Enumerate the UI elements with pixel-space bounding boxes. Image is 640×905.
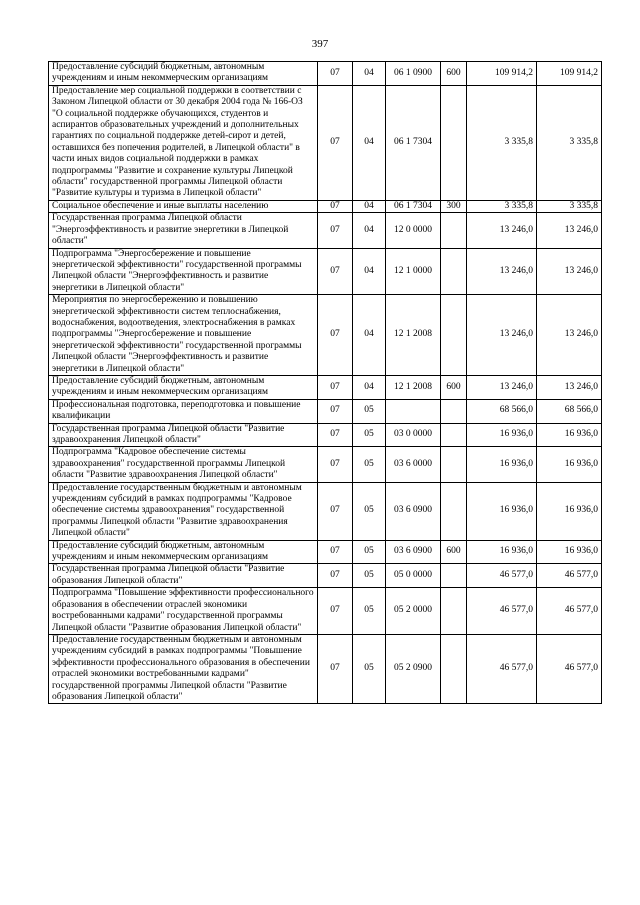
- target-article-cell: 05 2 0900: [386, 634, 441, 703]
- subsection-code-cell: 05: [353, 588, 386, 635]
- expense-name-cell: Подпрограмма "Повышение эффективности профессионального образования в обеспечении отраслей экономики востребованными кадрами" государственной программы Липецкой области "Развитие образования Липецкой области": [49, 588, 318, 635]
- target-article-cell: 03 6 0000: [386, 447, 441, 482]
- subsection-code-cell: 05: [353, 482, 386, 540]
- amount-cell: 109 914,2: [537, 62, 602, 86]
- target-article-cell: 06 1 7304: [386, 85, 441, 200]
- subsection-code-cell: 04: [353, 375, 386, 399]
- expense-type-cell: [441, 399, 467, 423]
- amount-cell: 46 577,0: [537, 588, 602, 635]
- subsection-code-cell: 05: [353, 423, 386, 447]
- expense-type-cell: [441, 564, 467, 588]
- section-code-cell: 07: [318, 375, 353, 399]
- amount-cell: 46 577,0: [467, 564, 537, 588]
- target-article-cell: 03 6 0900: [386, 540, 441, 564]
- section-code-cell: 07: [318, 62, 353, 86]
- expense-type-cell: [441, 447, 467, 482]
- expense-type-cell: 300: [441, 200, 467, 212]
- amount-cell: 16 936,0: [537, 540, 602, 564]
- expense-name-cell: Предоставление субсидий бюджетным, автономным учреждениям и иным некоммерческим организациям: [49, 540, 318, 564]
- amount-cell: 13 246,0: [467, 375, 537, 399]
- target-article-cell: 06 1 0900: [386, 62, 441, 86]
- amount-cell: 16 936,0: [467, 482, 537, 540]
- budget-table: [48, 61, 602, 704]
- expense-name-cell: Подпрограмма "Энергосбережение и повышение энергетической эффективности" государственной программы Липецкой области "Энергоэффективность и развитие энергетики в Липецкой области": [49, 248, 318, 295]
- table-row: [49, 540, 602, 564]
- subsection-code-cell: 04: [353, 62, 386, 86]
- amount-cell: 3 335,8: [537, 200, 602, 212]
- expense-type-cell: 600: [441, 540, 467, 564]
- page-number: 397: [311, 38, 329, 50]
- section-code-cell: 07: [318, 295, 353, 376]
- table-row: [49, 482, 602, 540]
- target-article-cell: 12 1 2008: [386, 295, 441, 376]
- amount-cell: 3 335,8: [467, 200, 537, 212]
- amount-cell: 13 246,0: [467, 248, 537, 295]
- amount-cell: 16 936,0: [467, 423, 537, 447]
- target-article-cell: 03 0 0000: [386, 423, 441, 447]
- section-code-cell: 07: [318, 540, 353, 564]
- target-article-cell: 12 1 0000: [386, 248, 441, 295]
- expense-name-cell: Социальное обеспечение и иные выплаты населению: [49, 200, 318, 212]
- subsection-code-cell: 05: [353, 564, 386, 588]
- amount-cell: 16 936,0: [467, 447, 537, 482]
- section-code-cell: 07: [318, 564, 353, 588]
- target-article-cell: 05 0 0000: [386, 564, 441, 588]
- subsection-code-cell: 04: [353, 248, 386, 295]
- expense-name-cell: Государственная программа Липецкой области "Развитие здравоохранения Липецкой области": [49, 423, 318, 447]
- table-row: [49, 85, 602, 200]
- amount-cell: 16 936,0: [467, 540, 537, 564]
- amount-cell: 16 936,0: [537, 423, 602, 447]
- expense-name-cell: Мероприятия по энергосбережению и повышению энергетической эффективности систем теплоснабжения, водоснабжения, водоотведения, электроснабжения в рамках подпрограммы "Энергосбережение и повышение энергетической эффективности" государственной программы Липецкой области "Энергоэффективность и развитие энергетики в Липецкой области": [49, 295, 318, 376]
- table-row: [49, 399, 602, 423]
- expense-name-cell: Государственная программа Липецкой области "Развитие образования Липецкой области": [49, 564, 318, 588]
- amount-cell: 13 246,0: [467, 213, 537, 248]
- target-article-cell: 06 1 7304: [386, 200, 441, 212]
- subsection-code-cell: 04: [353, 200, 386, 212]
- section-code-cell: 07: [318, 85, 353, 200]
- expense-name-cell: Подпрограмма "Кадровое обеспечение системы здравоохранения" государственной программы Липецкой области "Развитие здравоохранения Липецкой области": [49, 447, 318, 482]
- section-code-cell: 07: [318, 248, 353, 295]
- expense-name-cell: Государственная программа Липецкой области "Энергоэффективность и развитие энергетики в Липецкой области": [49, 213, 318, 248]
- target-article-cell: 12 1 2008: [386, 375, 441, 399]
- subsection-code-cell: 05: [353, 399, 386, 423]
- expense-type-cell: [441, 588, 467, 635]
- amount-cell: 13 246,0: [537, 213, 602, 248]
- target-article-cell: 03 6 0900: [386, 482, 441, 540]
- table-row: [49, 213, 602, 248]
- expense-type-cell: [441, 482, 467, 540]
- section-code-cell: 07: [318, 447, 353, 482]
- table-row: [49, 248, 602, 295]
- subsection-code-cell: 04: [353, 295, 386, 376]
- subsection-code-cell: 05: [353, 540, 386, 564]
- table-row: [49, 564, 602, 588]
- expense-name-cell: Предоставление мер социальной поддержки в соответствии с Законом Липецкой области от 30 декабря 2004 года № 166-ОЗ "О социальной поддержке обучающихся, студентов и аспирантов образовательных учреждений и дополнительных гарантиях по социальной поддержке детей-сирот и детей, оставшихся без попечения родителей, в Липецкой области" в части иных видов социальной поддержки в рамках подпрограммы "Развитие и сохранение культуры Липецкой области" государственной программы Липецкой области "Развитие культуры и туризма в Липецкой области": [49, 85, 318, 200]
- expense-type-cell: [441, 634, 467, 703]
- expense-type-cell: 600: [441, 375, 467, 399]
- amount-cell: 13 246,0: [537, 375, 602, 399]
- expense-type-cell: 600: [441, 62, 467, 86]
- table-row: [49, 375, 602, 399]
- section-code-cell: 07: [318, 634, 353, 703]
- expense-name-cell: Профессиональная подготовка, переподготовка и повышение квалификации: [49, 399, 318, 423]
- table-row: [49, 588, 602, 635]
- amount-cell: 13 246,0: [467, 295, 537, 376]
- budget-table-body: [49, 62, 602, 704]
- expense-type-cell: [441, 213, 467, 248]
- expense-name-cell: Предоставление субсидий бюджетным, автономным учреждениям и иным некоммерческим организациям: [49, 375, 318, 399]
- table-row: [49, 423, 602, 447]
- table-row: [49, 634, 602, 703]
- amount-cell: 68 566,0: [537, 399, 602, 423]
- amount-cell: 3 335,8: [467, 85, 537, 200]
- amount-cell: 16 936,0: [537, 447, 602, 482]
- amount-cell: 46 577,0: [537, 634, 602, 703]
- amount-cell: 68 566,0: [467, 399, 537, 423]
- expense-type-cell: [441, 85, 467, 200]
- amount-cell: 46 577,0: [537, 564, 602, 588]
- section-code-cell: 07: [318, 213, 353, 248]
- table-row: [49, 62, 602, 86]
- expense-name-cell: Предоставление государственным бюджетным и автономным учреждениям субсидий в рамках подпрограммы "Повышение эффективности профессионального образования в обеспечении отраслей экономики востребованными кадрами" государственной программы Липецкой области "Развитие образования Липецкой области": [49, 634, 318, 703]
- expense-type-cell: [441, 248, 467, 295]
- subsection-code-cell: 05: [353, 634, 386, 703]
- amount-cell: 13 246,0: [537, 295, 602, 376]
- expense-type-cell: [441, 295, 467, 376]
- section-code-cell: 07: [318, 200, 353, 212]
- subsection-code-cell: 05: [353, 447, 386, 482]
- amount-cell: 3 335,8: [537, 85, 602, 200]
- amount-cell: 46 577,0: [467, 634, 537, 703]
- target-article-cell: [386, 399, 441, 423]
- table-row: [49, 295, 602, 376]
- subsection-code-cell: 04: [353, 85, 386, 200]
- expense-type-cell: [441, 423, 467, 447]
- subsection-code-cell: 04: [353, 213, 386, 248]
- section-code-cell: 07: [318, 423, 353, 447]
- expense-name-cell: Предоставление государственным бюджетным и автономным учреждениям субсидий в рамках подпрограммы "Кадровое обеспечение системы здравоохранения" государственной программы Липецкой области "Развитие здравоохранения Липецкой области": [49, 482, 318, 540]
- amount-cell: 16 936,0: [537, 482, 602, 540]
- target-article-cell: 05 2 0000: [386, 588, 441, 635]
- section-code-cell: 07: [318, 588, 353, 635]
- section-code-cell: 07: [318, 482, 353, 540]
- amount-cell: 109 914,2: [467, 62, 537, 86]
- table-row: [49, 447, 602, 482]
- table-row: [49, 200, 602, 212]
- amount-cell: 13 246,0: [537, 248, 602, 295]
- section-code-cell: 07: [318, 399, 353, 423]
- amount-cell: 46 577,0: [467, 588, 537, 635]
- target-article-cell: 12 0 0000: [386, 213, 441, 248]
- expense-name-cell: Предоставление субсидий бюджетным, автономным учреждениям и иным некоммерческим организациям: [49, 62, 318, 86]
